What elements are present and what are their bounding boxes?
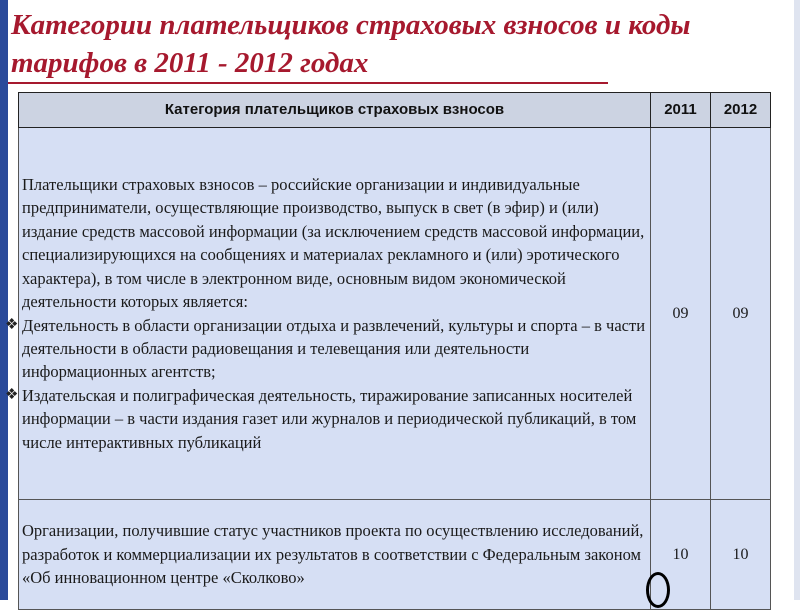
code-2011-cell: 10 <box>651 500 711 610</box>
table-row <box>19 128 771 500</box>
code-2012-cell: 09 <box>711 128 771 500</box>
category-cell <box>5 128 651 500</box>
category-cell <box>19 500 651 610</box>
diamond-bullet-icon: ❖ <box>5 316 19 333</box>
header-2012: 2012 <box>711 93 771 128</box>
left-accent-bar <box>0 0 8 600</box>
diamond-bullet-icon: ❖ <box>5 386 19 403</box>
code-2012-cell: 10 <box>711 500 771 610</box>
bullet-item <box>5 384 648 454</box>
page-title: Категории плательщиков страховых взносов и коды тарифов в 2011 - 2012 годах <box>11 9 691 79</box>
right-accent-bar <box>794 0 800 600</box>
code-2011-cell: 09 <box>651 128 711 500</box>
category-text: Организации, получившие статус участников проекта по осуществлению исследований, разработок и коммерциализации их результатов в соответствии с Федеральным законом «Об инновационном центре «Сколково» <box>22 521 644 588</box>
header-2011: 2011 <box>651 93 711 128</box>
category-text: Плательщики страховых взносов – российские организации и индивидуальные предприниматели, осуществляющие производство, выпуск в свет (в эфир) и (или) издание средств массовой информации (за исключением средств массовой информации, специализирующихся на сообщениях и материалах рекламного и (или) эротического характера), в том числе в электронном виде, основным видом экономической деятельности которых является: <box>22 175 645 312</box>
ring-shape <box>646 572 670 608</box>
bullet-text: Деятельность в области организации отдыха и развлечений, культуры и спорта – в части деятельности в области радиовещания и телевещания или деятельности информационных агентств; <box>22 315 646 382</box>
bullet-text: Издательская и полиграфическая деятельность, тиражирование записанных носителей информации – в части издания газет или журналов и периодической публикаций, в том числе интерактивных публикаций <box>22 385 637 452</box>
table-header-row <box>19 93 771 128</box>
bullet-item <box>5 314 648 384</box>
header-category: Категория плательщиков страховых взносов <box>19 93 651 128</box>
title-underline <box>8 82 608 84</box>
tariff-table <box>5 92 771 610</box>
